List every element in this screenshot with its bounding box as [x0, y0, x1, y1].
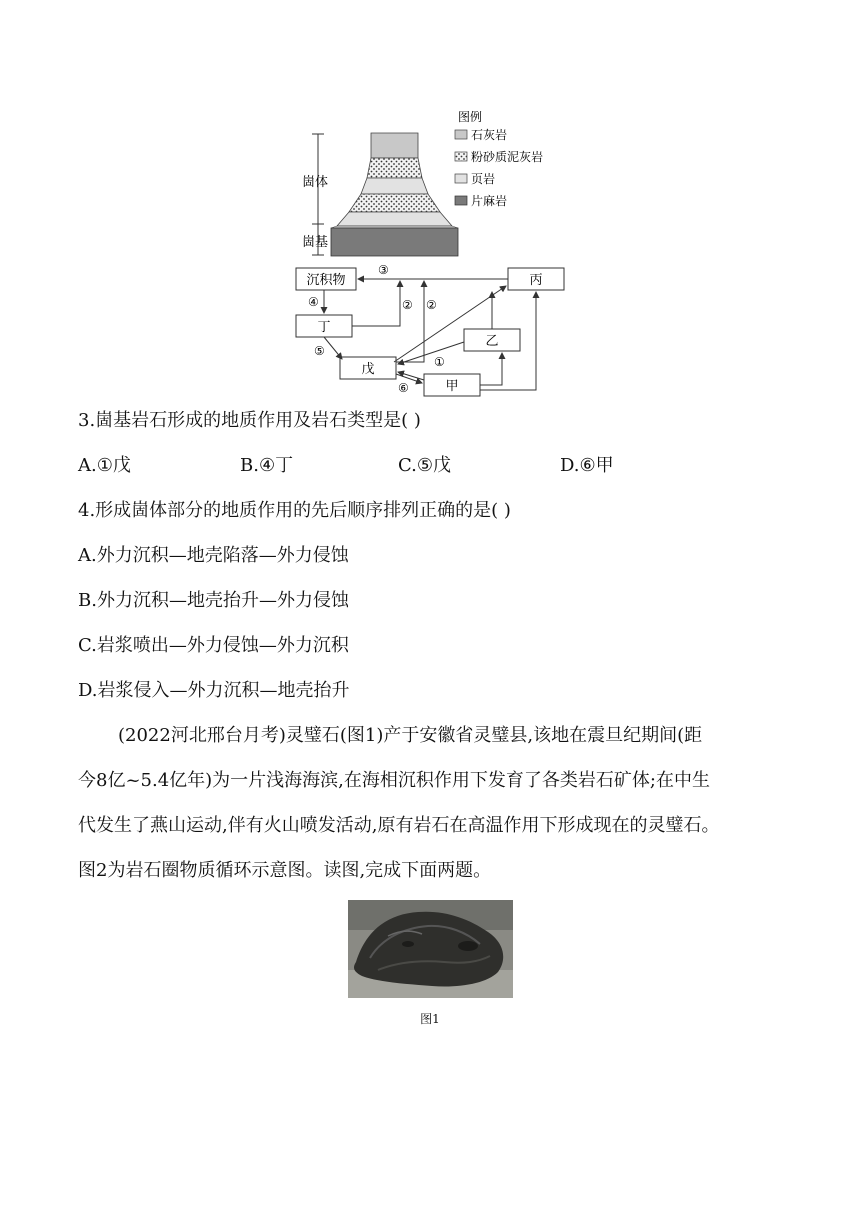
rock-cycle [296, 263, 564, 396]
box-bing-label: 丙 [529, 273, 543, 288]
question-3-option-d: D.⑥甲 [560, 455, 614, 476]
geology-figure [280, 100, 600, 400]
question-4-option-a: A.外力沉积—地壳陷落—外力侵蚀 [78, 545, 349, 566]
question-4-option-d: D.岩浆侵入—外力沉积—地壳抬升 [78, 680, 350, 701]
legend-swatch-limestone [455, 130, 467, 139]
rock-cycle-diagram [280, 100, 600, 400]
legend-label-shale: 页岩 [471, 172, 496, 186]
arrow-6-label: ⑥ [398, 381, 409, 395]
legend-swatch-marl [455, 152, 467, 161]
question-3-option-b: B.④丁 [240, 455, 294, 476]
box-ding-label: 丁 [317, 320, 331, 335]
legend-label-marl: 粉砂质泥灰岩 [471, 150, 544, 164]
layer-marl-upper [367, 158, 422, 178]
question-3-option-c: C.⑤戊 [398, 455, 451, 476]
passage-line-4: 图2为岩石圈物质循环示意图。读图,完成下面两题。 [78, 860, 492, 881]
arrow-3-label: ③ [378, 263, 389, 277]
label-mesa-base: 崮基 [302, 235, 329, 250]
arrow-jia-yi [480, 353, 502, 385]
legend-label-gneiss: 片麻岩 [471, 194, 508, 208]
legend-swatch-shale [455, 174, 467, 183]
photo-caption: 图1 [420, 1012, 440, 1026]
passage-line-3: 代发生了燕山运动,伴有火山喷发活动,原有岩石在高温作用下形成现在的灵璧石。 [78, 815, 720, 836]
arrow-2-ding [352, 281, 400, 326]
layer-gneiss [331, 228, 458, 256]
layer-marl-lower [349, 194, 440, 212]
arrow-2-ding-label: ② [402, 298, 413, 312]
legend [455, 109, 543, 208]
box-jia-label: 甲 [445, 379, 459, 394]
legend-swatch-gneiss [455, 196, 467, 205]
arrow-1-label: ① [434, 355, 445, 369]
lingbi-stone-photo [348, 900, 513, 998]
box-yi-label: 乙 [485, 334, 499, 349]
legend-title: 图例 [458, 110, 483, 124]
label-mesa-body: 崮体 [302, 175, 329, 190]
passage-line-1: (2022河北邢台月考)灵璧石(图1)产于安徽省灵璧县,该地在震旦纪期间(距 [118, 725, 703, 746]
arrow-4-label: ④ [308, 295, 319, 309]
lingbi-stone-image [348, 900, 513, 998]
question-3-option-a: A.①戊 [78, 455, 131, 476]
layer-shale-lower [337, 212, 452, 226]
mesa-cross-section [331, 133, 458, 256]
legend-label-limestone: 石灰岩 [471, 128, 508, 142]
question-4-option-c: C.岩浆喷出—外力侵蚀—外力沉积 [78, 635, 349, 656]
box-sediment-label: 沉积物 [306, 273, 346, 288]
arrow-5 [324, 337, 342, 359]
passage-line-2: 今8亿~5.4亿年)为一片浅海海滨,在海相沉积作用下发育了各类岩石矿体;在中生 [78, 770, 710, 791]
box-wu-label: 戊 [361, 362, 375, 377]
layer-shale-upper [361, 178, 428, 194]
question-4-stem: 4.形成崮体部分的地质作用的先后顺序排列正确的是( ) [78, 500, 511, 521]
question-4-option-b: B.外力沉积—地壳抬升—外力侵蚀 [78, 590, 349, 611]
question-3-stem: 3.崮基岩石形成的地质作用及岩石类型是( ) [78, 410, 421, 431]
arrow-5-label: ⑤ [314, 344, 325, 358]
layer-limestone [371, 133, 418, 158]
arrow-2-wu-label: ② [426, 298, 437, 312]
